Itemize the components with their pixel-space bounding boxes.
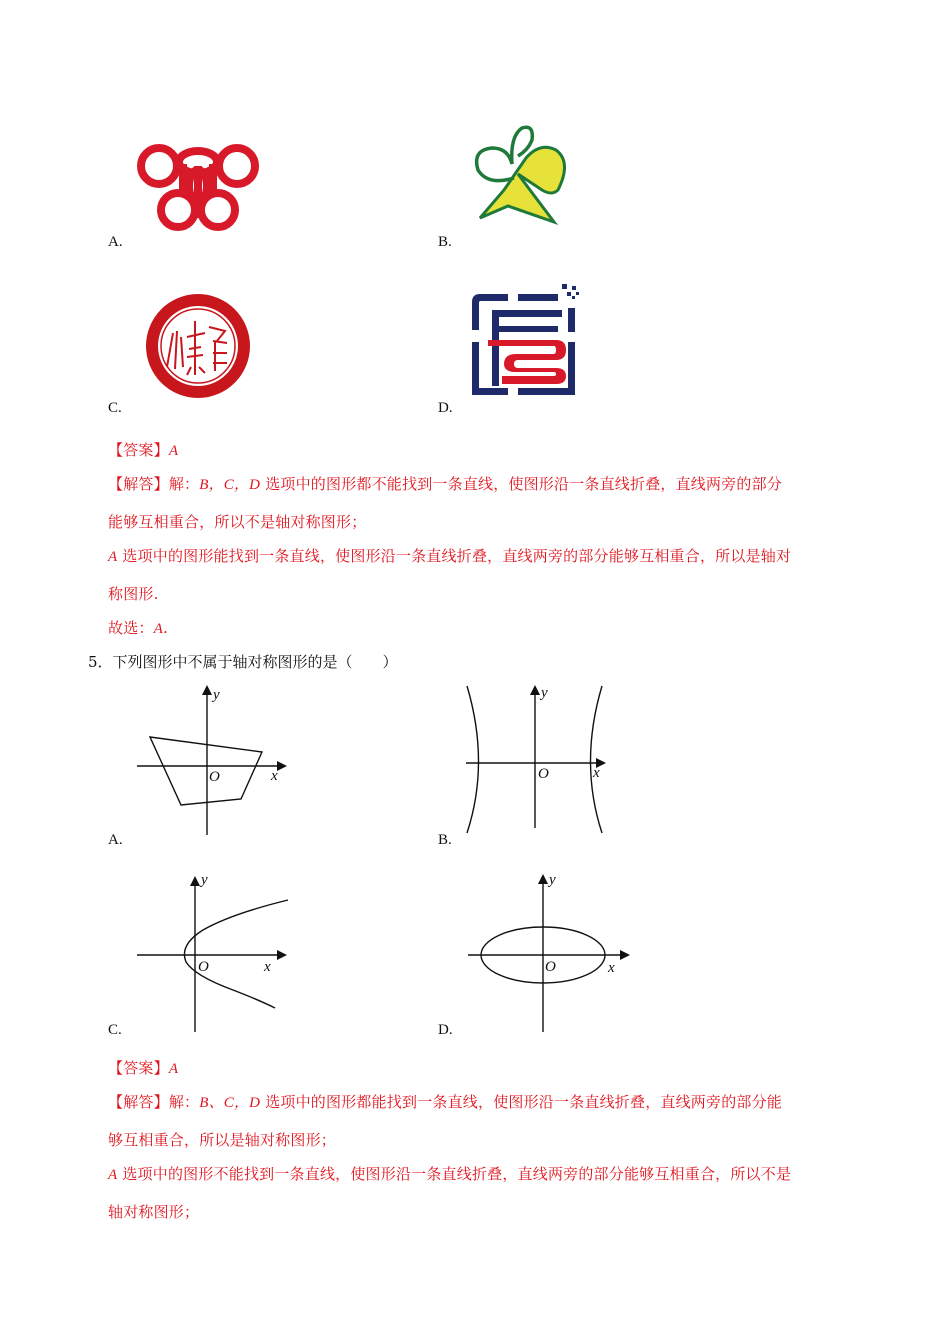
green-yellow-star-logo-icon	[468, 120, 573, 230]
x-axis-label: x	[608, 960, 615, 976]
q4-answer	[108, 440, 178, 461]
question-text: 下列图形中不属于轴对称图形的是（ ）	[112, 653, 398, 671]
q5-answer	[108, 1058, 178, 1079]
red-seal-stamp-icon	[137, 287, 259, 405]
q4-option-d-label: D.	[438, 400, 453, 416]
y-axis-label: y	[213, 687, 220, 703]
blue-red-fs-logo-icon	[468, 280, 593, 405]
origin-label: O	[198, 959, 209, 975]
q4-option-c-label: C.	[108, 400, 122, 416]
red-rings-logo-icon	[137, 140, 259, 235]
q5-solution-line-3	[108, 1164, 791, 1185]
q4-solution-line-1	[108, 474, 782, 495]
origin-label: O	[538, 766, 549, 782]
y-axis-label: y	[541, 685, 548, 701]
parabola-axes-figure	[135, 870, 295, 1035]
q4-solution-line-2: 能够互相重合，所以不是轴对称图形；	[108, 513, 367, 531]
origin-label: O	[545, 959, 556, 975]
y-axis-label: y	[201, 872, 208, 888]
origin-label: O	[209, 769, 220, 785]
conclusion-letter: A	[153, 621, 163, 637]
answer-tag: 【答案】	[108, 1059, 169, 1077]
x-axis-label: x	[264, 959, 271, 975]
conclusion-suffix: .	[162, 619, 168, 637]
ellipse-axes-figure	[466, 870, 636, 1035]
question-number: 5．	[88, 653, 113, 671]
q5-solution-line-2: 够互相重合，所以是轴对称图形；	[108, 1131, 337, 1149]
solution-tag: 【解答】	[108, 475, 169, 493]
x-axis-label: x	[271, 768, 278, 784]
q4-solution-line-4: 称图形.	[108, 585, 159, 603]
solution-text: 选项中的图形都能找到一条直线，使图形沿一条直线折叠，直线两旁的部分能	[265, 1093, 783, 1111]
q4-option-a-label: A.	[108, 234, 123, 250]
solution-letters: B、C，D	[199, 1095, 261, 1111]
q5-option-b-label: B.	[438, 832, 452, 848]
q5-solution-line-1	[108, 1092, 782, 1113]
q5-solution-line-4: 轴对称图形；	[108, 1203, 200, 1221]
hyperbola-axes-figure	[464, 683, 614, 838]
q4-solution-line-3	[108, 546, 791, 567]
q4-conclusion	[108, 618, 168, 639]
solution-letter: A	[108, 549, 118, 565]
q5-question	[88, 652, 398, 672]
solution-text: 选项中的图形能找到一条直线，使图形沿一条直线折叠，直线两旁的部分能够互相重合，所以是轴对	[122, 547, 792, 565]
answer-value: A	[168, 443, 179, 459]
answer-value: A	[168, 1061, 179, 1077]
y-axis-label: y	[549, 872, 556, 888]
quadrilateral-axes-figure	[135, 685, 295, 840]
solution-tag: 【解答】	[108, 1093, 169, 1111]
q5-option-d-label: D.	[438, 1022, 453, 1038]
q5-option-c-label: C.	[108, 1022, 122, 1038]
solution-letter: A	[108, 1167, 118, 1183]
solution-intro: 解：	[168, 1093, 200, 1111]
solution-letters: B，C，D	[199, 477, 261, 493]
answer-tag: 【答案】	[108, 441, 169, 459]
x-axis-label: x	[593, 765, 600, 781]
solution-text: 选项中的图形都不能找到一条直线，使图形沿一条直线折叠，直线两旁的部分	[265, 475, 783, 493]
q4-option-b-label: B.	[438, 234, 452, 250]
conclusion-prefix: 故选：	[108, 619, 154, 637]
solution-text: 选项中的图形不能找到一条直线，使图形沿一条直线折叠，直线两旁的部分能够互相重合，所以不是	[122, 1165, 792, 1183]
solution-intro: 解：	[168, 475, 200, 493]
q5-option-a-label: A.	[108, 832, 123, 848]
